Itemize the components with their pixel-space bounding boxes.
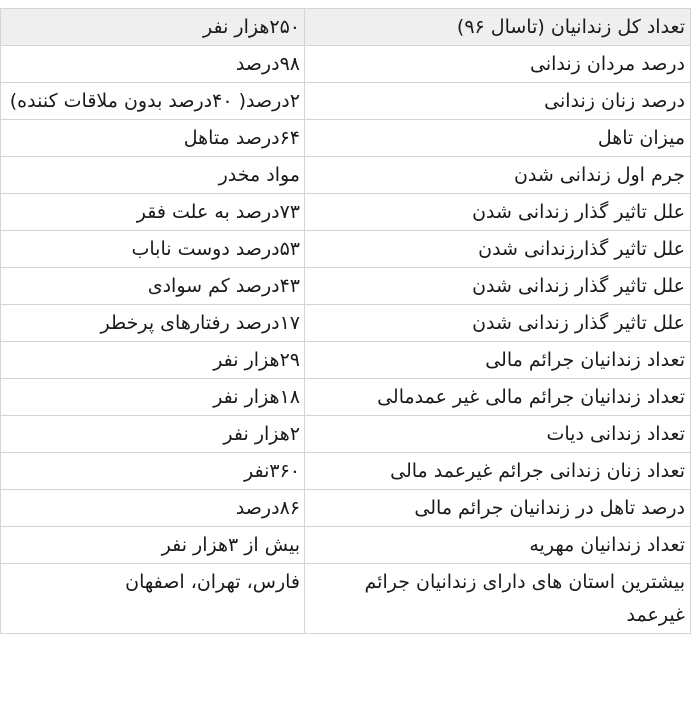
row-value: ۲هزار نفر: [1, 416, 305, 453]
row-label: درصد تاهل در زندانیان جرائم مالی: [305, 490, 691, 527]
row-value: ۱۷درصد رفتارهای پرخطر: [1, 305, 305, 342]
row-value: ۹۸درصد: [1, 46, 305, 83]
row-label: علل تاثیر گذار زندانی شدن: [305, 305, 691, 342]
row-value: ۲درصد( ۴۰درصد بدون ملاقات کننده): [1, 83, 305, 120]
table-row: [1, 564, 691, 634]
table-row: [1, 83, 691, 120]
prisoner-statistics-table: [0, 8, 691, 634]
row-value: ۲۵۰هزار نفر: [1, 9, 305, 46]
table-row: [1, 305, 691, 342]
row-label: تعداد کل زندانیان (تاسال ۹۶): [305, 9, 691, 46]
table-row: [1, 379, 691, 416]
row-label: علل تاثیر گذار زندانی شدن: [305, 268, 691, 305]
table-row: [1, 527, 691, 564]
row-label: تعداد زندانی دیات: [305, 416, 691, 453]
table-row: [1, 268, 691, 305]
row-label: تعداد زندانیان جرائم مالی غیر عمدمالی: [305, 379, 691, 416]
row-label: تعداد زنان زندانی جرائم غیرعمد مالی: [305, 453, 691, 490]
table-row: [1, 157, 691, 194]
table-row: [1, 46, 691, 83]
row-label: درصد مردان زندانی: [305, 46, 691, 83]
row-label: تعداد زندانیان مهریه: [305, 527, 691, 564]
table-row: [1, 194, 691, 231]
row-value: فارس، تهران، اصفهان: [1, 564, 305, 634]
table-row: [1, 9, 691, 46]
row-value: ۶۴درصد متاهل: [1, 120, 305, 157]
row-value: ۱۸هزار نفر: [1, 379, 305, 416]
row-label: علل تاثیر گذارزندانی شدن: [305, 231, 691, 268]
row-value: ۷۳درصد به علت فقر: [1, 194, 305, 231]
statistics-table-container: [0, 8, 690, 634]
table-row: [1, 231, 691, 268]
row-value: بیش از ۳هزار نفر: [1, 527, 305, 564]
row-label: درصد زنان زندانی: [305, 83, 691, 120]
row-value: ۸۶درصد: [1, 490, 305, 527]
table-row: [1, 342, 691, 379]
row-label: میزان تاهل: [305, 120, 691, 157]
row-value: ۴۳درصد کم سوادی: [1, 268, 305, 305]
table-row: [1, 490, 691, 527]
row-label: تعداد زندانیان جرائم مالی: [305, 342, 691, 379]
row-value: ۵۳درصد دوست ناباب: [1, 231, 305, 268]
row-label: جرم اول زندانی شدن: [305, 157, 691, 194]
row-label: بیشترین استان های دارای زندانیان جرائم غیرعمد: [305, 564, 691, 634]
table-row: [1, 453, 691, 490]
row-label: علل تاثیر گذار زندانی شدن: [305, 194, 691, 231]
row-value: مواد مخدر: [1, 157, 305, 194]
table-row: [1, 120, 691, 157]
table-row: [1, 416, 691, 453]
row-value: ۲۹هزار نفر: [1, 342, 305, 379]
row-value: ۳۶۰نفر: [1, 453, 305, 490]
